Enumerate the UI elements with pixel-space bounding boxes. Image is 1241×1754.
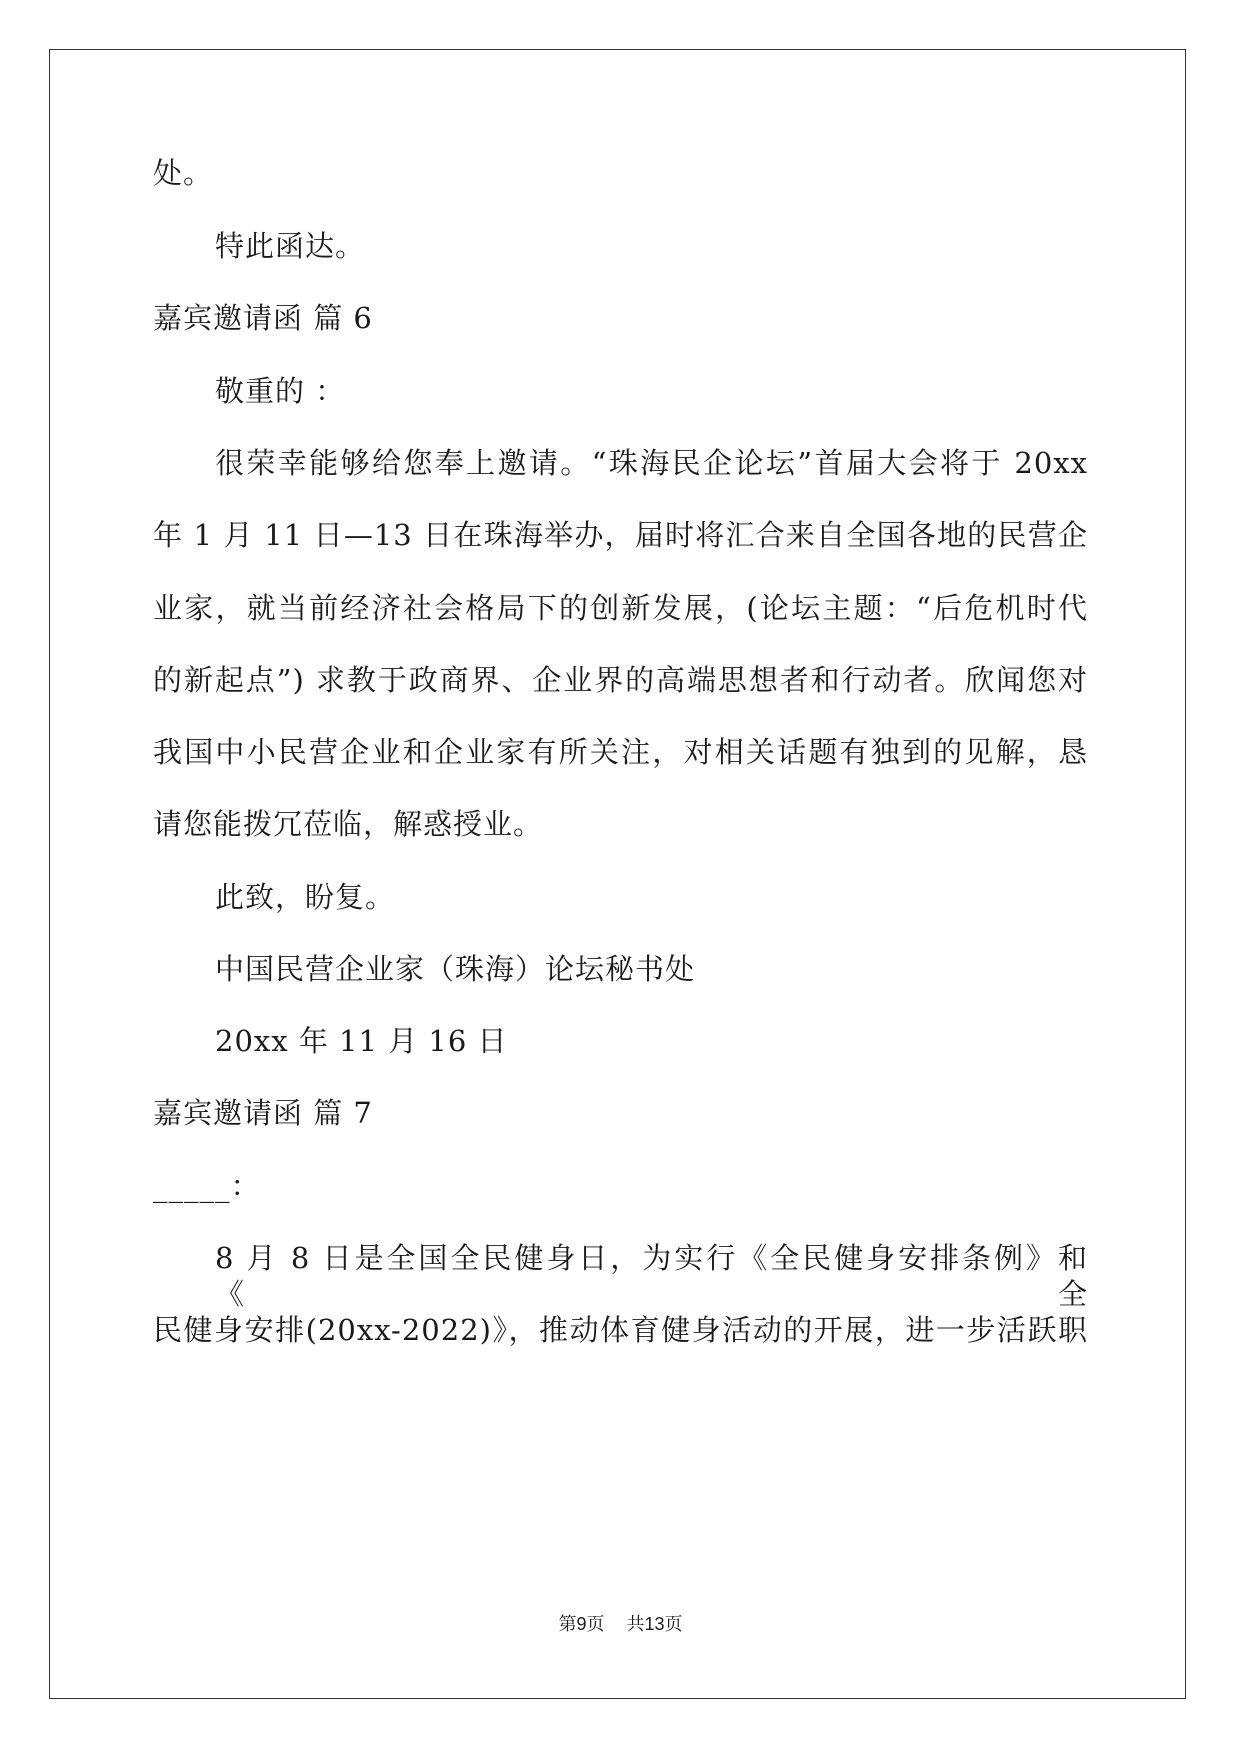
salutation: _____：	[153, 1169, 261, 1203]
total-pages: 13	[644, 1614, 665, 1634]
paragraph-line: 特此函达。	[215, 229, 366, 263]
paragraph-line: 请您能拨冗莅临，解惑授业。	[153, 807, 544, 841]
salutation: 敬重的 ：	[215, 374, 346, 408]
signature-line: 中国民营企业家（珠海）论坛秘书处	[215, 952, 696, 986]
page-prefix: 第	[558, 1614, 577, 1635]
paragraph-line: 年 1 月 11 日—13 日在珠海举办，届时将汇合来自全国各地的民营企	[153, 518, 1088, 552]
total-prefix: 共	[626, 1614, 645, 1635]
page-border	[49, 49, 1186, 1699]
page-number: 9	[576, 1614, 587, 1634]
page-suffix: 页	[586, 1614, 605, 1635]
date-line: 20xx 年 11 月 16 日	[215, 1024, 508, 1058]
paragraph-line: 我国中小民营企业和企业家有所关注，对相关话题有独到的见解，恳	[153, 735, 1088, 769]
section-heading: 嘉宾邀请函 篇 6	[153, 301, 373, 335]
section-heading: 嘉宾邀请函 篇 7	[153, 1096, 373, 1130]
paragraph-line: 处。	[153, 156, 214, 190]
page-footer	[0, 1613, 1241, 1636]
total-suffix: 页	[664, 1614, 683, 1635]
paragraph-line: 8 月 8 日是全国全民健身日，为实行《全民健身安排条例》和《全	[215, 1241, 1088, 1311]
closing-line: 此致，盼复。	[215, 880, 396, 914]
paragraph-line: 业家，就当前经济社会格局下的创新发展，(论坛主题：“后危机时代	[153, 591, 1088, 625]
paragraph-line: 很荣幸能够给您奉上邀请。“珠海民企论坛”首届大会将于 20xx	[215, 446, 1088, 480]
paragraph-line: 的新起点”) 求教于政商界、企业界的高端思想者和行动者。欣闻您对	[153, 663, 1088, 697]
paragraph-line: 民健身安排(20xx-2022)》，推动体育健身活动的开展，进一步活跃职	[153, 1313, 1088, 1347]
